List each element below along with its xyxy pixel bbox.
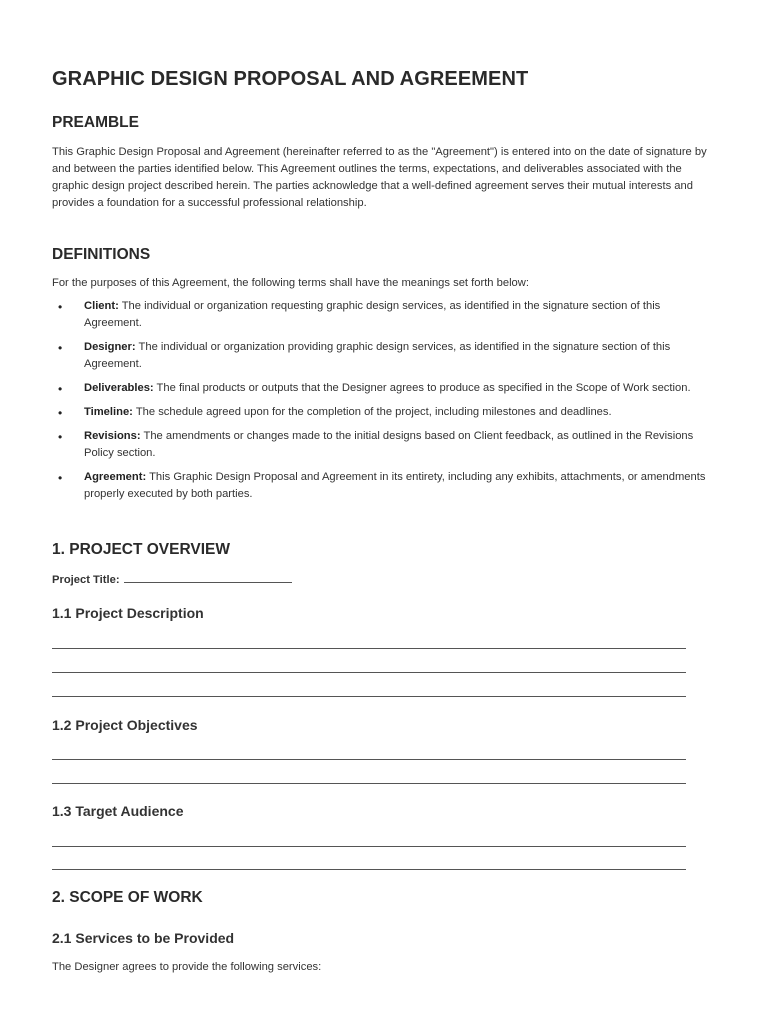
definition-term: Client: — [84, 300, 119, 312]
definition-term: Designer: — [84, 341, 136, 353]
project-description-blank-line[interactable] — [52, 672, 686, 673]
services-provided-heading: 2.1 Services to be Provided — [52, 930, 235, 946]
definition-item — [52, 380, 720, 397]
project-description-heading: 1.1 Project Description — [52, 605, 204, 621]
definition-item — [52, 428, 720, 462]
definition-text: The amendments or changes made to the initial designs based on Client feedback, as outlined in the Revisions Policy section. — [84, 430, 694, 459]
definition-term: Agreement: — [84, 471, 147, 483]
project-description-blank-line[interactable] — [52, 648, 686, 649]
preamble-text: This Graphic Design Proposal and Agreement (hereinafter referred to as the "Agreement") is entered into on the date of signature by and between the parties identified below. This Agreement outlines the terms, expectations, and deliverables associated with the graphic design project described herein. The parties acknowledge that a well-defined agreement serves their mutual interests and provides a foundation for a successful professional relationship. — [52, 146, 707, 209]
project-overview-heading: 1. PROJECT OVERVIEW — [52, 541, 231, 558]
project-objectives-blank-line[interactable] — [52, 759, 686, 760]
definition-text: The individual or organization requesting graphic design services, as identified in the signature section of this Agreement. — [84, 300, 661, 329]
project-title-field[interactable] — [52, 572, 292, 586]
definition-item — [52, 404, 720, 421]
definition-term: Timeline: — [84, 406, 133, 418]
definitions-heading: DEFINITIONS — [52, 246, 151, 263]
definition-term: Revisions: — [84, 430, 141, 442]
scope-of-work-heading: 2. SCOPE OF WORK — [52, 889, 203, 906]
definition-text: The final products or outputs that the Designer agrees to produce as specified in the Scope of Work section. — [153, 382, 691, 394]
document-title: GRAPHIC DESIGN PROPOSAL AND AGREEMENT — [52, 68, 529, 90]
definitions-list — [52, 298, 720, 510]
preamble-heading: PREAMBLE — [52, 114, 139, 131]
project-title-blank[interactable] — [124, 572, 292, 583]
project-objectives-blank-line[interactable] — [52, 783, 686, 784]
definitions-intro: For the purposes of this Agreement, the following terms shall have the meanings set forth below: — [52, 277, 529, 289]
target-audience-heading: 1.3 Target Audience — [52, 803, 184, 819]
services-intro: The Designer agrees to provide the following services: — [52, 961, 322, 973]
definition-text: The schedule agreed upon for the completion of the project, including milestones and deadlines. — [132, 406, 612, 418]
definition-item — [52, 298, 720, 332]
project-description-blank-line[interactable] — [52, 696, 686, 697]
definition-item — [52, 339, 720, 373]
project-objectives-heading: 1.2 Project Objectives — [52, 717, 198, 733]
definition-text: This Graphic Design Proposal and Agreement in its entirety, including any exhibits, attachments, or amendments properly executed by both parties. — [84, 471, 706, 500]
project-title-label: Project Title: — [52, 574, 120, 586]
definition-term: Deliverables: — [84, 382, 154, 394]
target-audience-blank-line[interactable] — [52, 846, 686, 847]
definition-item — [52, 469, 720, 503]
definition-text: The individual or organization providing graphic design services, as identified in the signature section of this Agreement. — [84, 341, 671, 370]
target-audience-blank-line[interactable] — [52, 869, 686, 870]
